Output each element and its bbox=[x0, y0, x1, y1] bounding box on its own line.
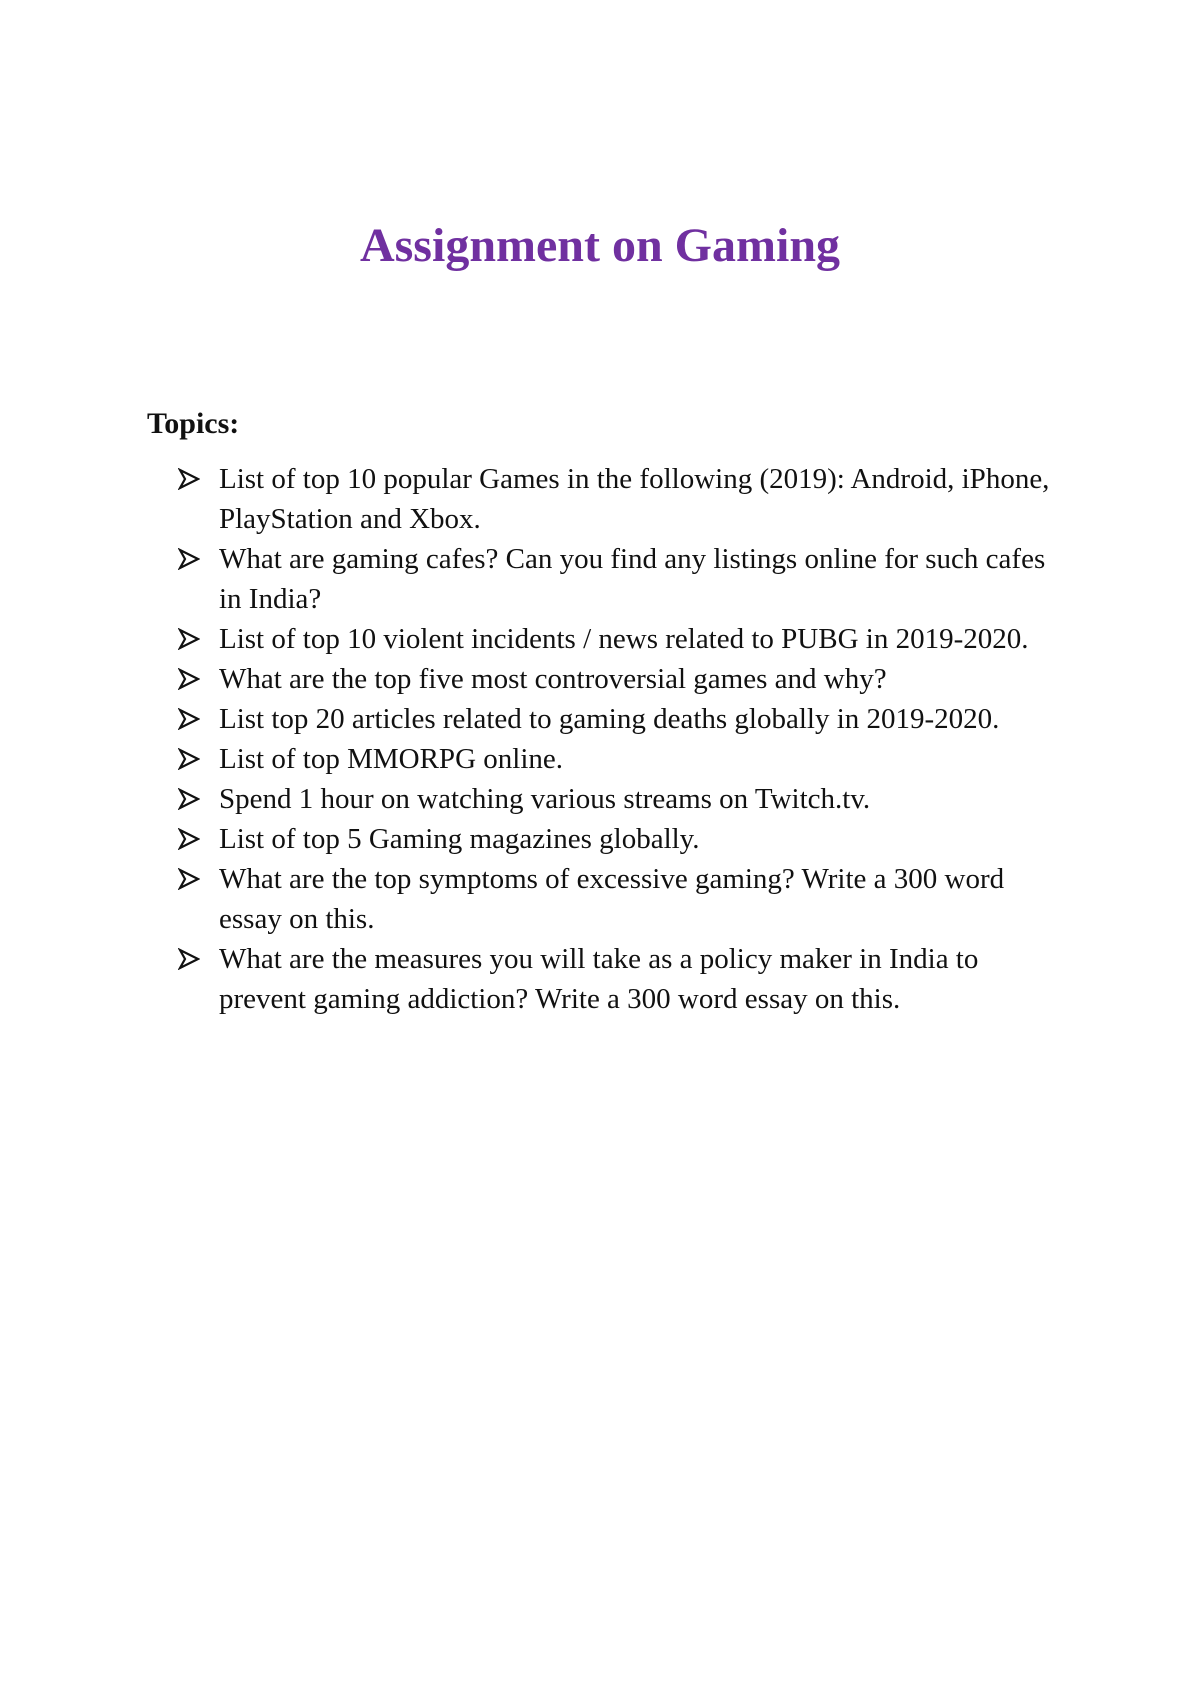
topic-item bbox=[178, 779, 1058, 819]
topic-item bbox=[178, 459, 1058, 539]
arrowhead-bullet-icon bbox=[178, 659, 208, 699]
arrowhead-bullet-icon bbox=[178, 819, 208, 859]
topic-item bbox=[178, 699, 1058, 739]
topic-item bbox=[178, 659, 1058, 699]
arrowhead-bullet-icon bbox=[178, 699, 208, 739]
arrowhead-bullet-icon bbox=[178, 939, 208, 979]
arrowhead-bullet-icon bbox=[178, 859, 208, 899]
arrowhead-bullet-icon bbox=[178, 739, 208, 779]
topic-item bbox=[178, 739, 1058, 779]
topic-item bbox=[178, 619, 1058, 659]
topic-text: List of top MMORPG online. bbox=[219, 743, 563, 775]
topic-text: List top 20 articles related to gaming deaths globally in 2019-2020. bbox=[219, 703, 1000, 735]
topic-text: What are the top five most controversial games and why? bbox=[219, 663, 887, 695]
topics-heading: Topics: bbox=[147, 407, 240, 440]
topic-text: What are the measures you will take as a policy maker in India to prevent gaming addiction? Write a 300 word essay on this. bbox=[219, 943, 979, 1015]
topics-list bbox=[178, 459, 1058, 1019]
arrowhead-bullet-icon bbox=[178, 779, 208, 819]
topic-item bbox=[178, 819, 1058, 859]
arrowhead-bullet-icon bbox=[178, 619, 208, 659]
topic-item bbox=[178, 939, 1058, 1019]
topic-text: List of top 10 violent incidents / news related to PUBG in 2019-2020. bbox=[219, 623, 1029, 655]
topic-text: List of top 10 popular Games in the following (2019): Android, iPhone, PlayStation and Xbox. bbox=[219, 463, 1050, 535]
arrowhead-bullet-icon bbox=[178, 539, 208, 579]
topic-text: What are the top symptoms of excessive gaming? Write a 300 word essay on this. bbox=[219, 863, 1005, 935]
topic-item bbox=[178, 859, 1058, 939]
arrowhead-bullet-icon bbox=[178, 459, 208, 499]
document-title: Assignment on Gaming bbox=[359, 219, 841, 272]
topic-text: What are gaming cafes? Can you find any listings online for such cafes in India? bbox=[219, 543, 1046, 615]
topic-item bbox=[178, 539, 1058, 619]
topic-text: List of top 5 Gaming magazines globally. bbox=[219, 823, 700, 855]
topic-text: Spend 1 hour on watching various streams on Twitch.tv. bbox=[219, 783, 871, 815]
